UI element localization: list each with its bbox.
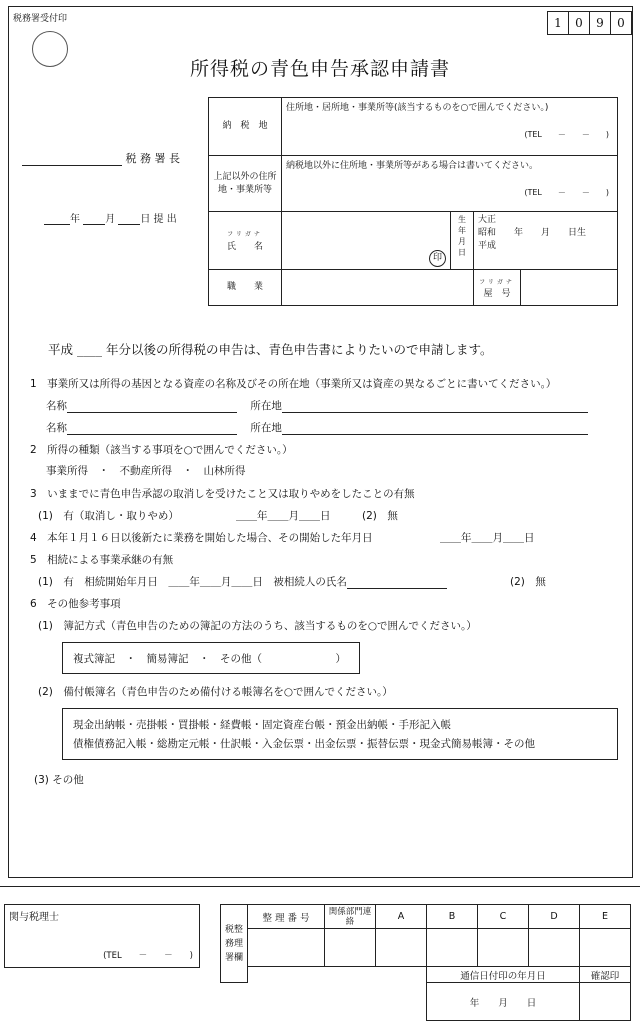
form-code-digit: 0 [610,12,631,34]
birth-date-field[interactable]: 大正 昭和 年 月 日生 平成 [474,212,618,270]
item-6-3: (3) その他 [34,774,84,786]
cell-c[interactable] [478,929,529,967]
tsushin-date-field[interactable]: 年 月 日 [427,983,580,1021]
related-dept-label: 関係部門連 絡 [325,905,376,929]
receipt-stamp-label: 税務署受付印 [13,14,68,24]
tax-place-note: 住所地・居所地・事業所等(該当するものを○で囲んでください。) [286,103,549,113]
item-5: 5 相続による事業承継の有無 [30,554,174,566]
day-label: 日 提 出 [140,214,177,225]
occupation-field[interactable] [282,270,474,306]
office-use-label: 税整務理署欄 [221,905,248,983]
item-6: 6 その他参考事項 [30,598,121,610]
item-3: 3 いままでに青色申告承認の取消しを受けたこと又は取りやめをしたことの有無 [30,488,415,500]
cell-e[interactable] [580,929,631,967]
shop-field[interactable] [521,270,618,306]
name-label: 名称 [46,422,67,434]
kakunin-field[interactable] [580,983,631,1021]
cell-a[interactable] [376,929,427,967]
declaration: 平成 ____ 年分以後の所得税の申告は、青色申告書によりたいので申請します。 [48,342,493,357]
spacer [221,983,427,1021]
name-field[interactable] [282,212,451,270]
tax-accountant-label: 関与税理士 [9,912,59,923]
col-a: A [376,905,427,929]
occupation-label: 職 業 [209,270,282,306]
item-2: 2 所得の種類（該当する事項を○で囲んでください。） [30,444,293,456]
item-5-yes-label: (1) 有 相続開始年月日 ＿＿年＿＿月＿＿日 被相続人の氏名 [38,576,347,588]
item-1: 1 事業所又は所得の基因となる資産の名称及びその所在地（事業所又は資産の異なるごとに書いてください。） [30,378,557,390]
name-row-2[interactable] [46,420,588,435]
tax-office-field[interactable] [22,154,122,166]
seiri-number-label: 整 理 番 号 [248,905,325,929]
ledger-line-2: 債権債務記入帳・総勘定元帳・仕訳帳・入金伝票・出金伝票・振替伝票・現金式簡易帳簿・その他 [73,738,535,750]
cell-d[interactable] [529,929,580,967]
office-use-table [220,904,631,1021]
item-6-2: (2) 備付帳簿名（青色申告のため備付ける帳簿名を○で囲んでください。） [38,686,393,698]
related-dept-field[interactable] [325,929,376,967]
birth-label: 生年月日 [451,212,474,270]
name-row-1[interactable] [46,398,588,413]
other-place-label: 上記以外の住所地・事業所等 [209,156,282,212]
form-code-digit: 0 [568,12,589,34]
tel-field[interactable]: (TEL － － ) [524,188,609,197]
month-label: 月 [105,214,116,225]
location-label: 所在地 [250,422,282,434]
location-label: 所在地 [250,400,282,412]
cell-b[interactable] [427,929,478,967]
form-title: 所得税の青色申告承認申請書 [189,58,450,80]
seal-mark: 印 [429,250,446,267]
seiri-number-field[interactable] [248,929,325,967]
other-place-field[interactable] [282,156,618,212]
tel-field[interactable]: (TEL － － ) [524,130,609,139]
name-label-cell [209,212,282,270]
form-code [547,11,632,35]
kakunin-label: 確認印 [580,967,631,983]
form-code-digit: 9 [589,12,610,34]
form-code-digit: 1 [554,16,562,30]
item-5-yes[interactable] [38,574,447,589]
item-5-no[interactable]: (2) 無 [510,576,546,588]
item-3-no[interactable]: (2) 無 [362,510,398,522]
item-3-date[interactable]: ＿＿年＿＿月＿＿日 [236,510,331,522]
item-6-1: (1) 簿記方式（青色申告のための簿記の方法のうち、該当するものを○で囲んでください。） [38,620,477,632]
item-4-date[interactable]: ＿＿年＿＿月＿＿日 [440,532,535,544]
submission-date[interactable] [44,210,177,225]
tax-place-field[interactable] [282,98,618,156]
col-e: E [580,905,631,929]
tax-accountant-tel[interactable]: (TEL － － ) [103,951,193,961]
tax-place-label: 納 税 地 [209,98,282,156]
tsushin-label: 通信日付印の年月日 [427,967,580,983]
ledger-box[interactable] [62,708,618,760]
furigana-label: フリガナ [479,278,515,286]
footer-divider [0,886,640,887]
col-d: D [529,905,580,929]
tax-office-suffix: 税 務 署 長 [125,152,180,165]
tax-office-line[interactable] [22,150,192,166]
income-type-options[interactable]: 事業所得 ・ 不動産所得 ・ 山林所得 [46,465,246,477]
year-label: 年 [70,214,80,225]
item-3-yes[interactable]: (1) 有（取消し・取りやめ） [38,510,179,522]
name-label: 氏 名 [226,241,263,252]
furigana-label: フリガナ [227,230,263,238]
shop-label-cell [474,270,521,306]
spacer [248,967,427,983]
shop-label: 屋 号 [483,288,511,299]
ledger-line-1: 現金出納帳・売掛帳・買掛帳・経費帳・固定資産台帳・預金出納帳・手形記入帳 [73,719,451,731]
applicant-table [208,97,618,306]
other-place-note: 納税地以外に住所地・事業所等がある場合は書いてください。 [286,161,539,171]
item-4: 4 本年１月１６日以後新たに業務を開始した場合、その開始した年月日 [30,532,373,544]
col-b: B [427,905,478,929]
col-c: C [478,905,529,929]
name-label: 名称 [46,400,67,412]
bookkeeping-method-box[interactable]: 複式簿記 ・ 簡易簿記 ・ その他（ ） [62,642,360,674]
tax-accountant-box[interactable] [4,904,200,968]
